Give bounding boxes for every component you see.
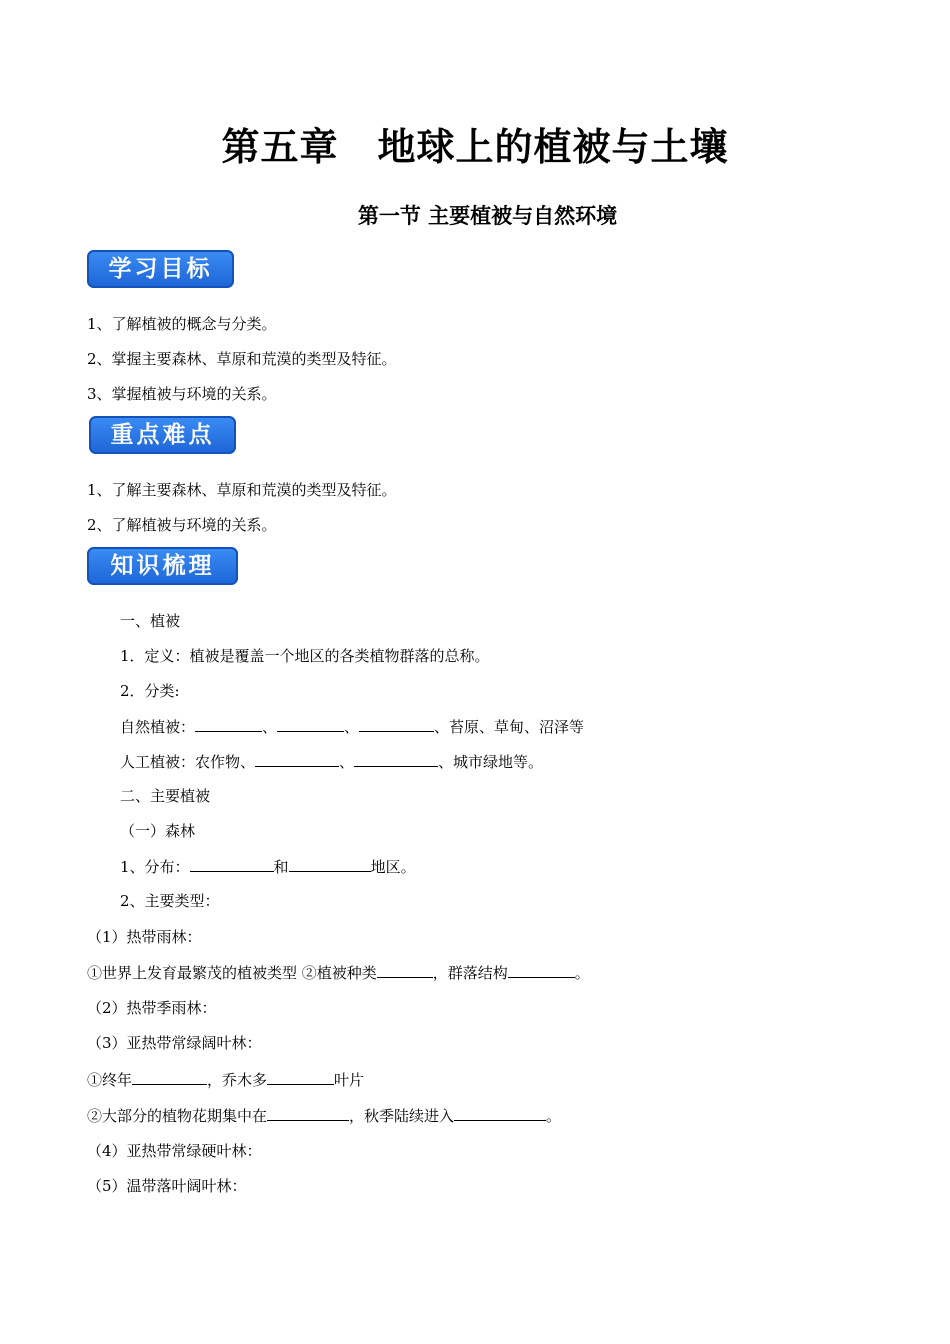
blank[interactable] [195,716,262,732]
classification-line: 2．分类: [120,682,180,700]
knowledge-review-badge: 知识梳理 [87,547,238,585]
main-types-line: 2、主要类型： [120,892,220,910]
key-points-badge: 重点难点 [89,416,236,454]
type-deciduous-broadleaf: （5）温带落叶阔叶林： [87,1177,247,1195]
blank[interactable] [377,962,433,978]
blank[interactable] [354,751,438,767]
blank[interactable] [255,751,339,767]
blank[interactable] [132,1069,207,1085]
natural-vegetation-line: 自然植被： 、 、 、苔原、草甸、沼泽等 [120,718,585,736]
key-point-item-2: 2、了解植被与环境的关系。 [87,516,277,534]
blank[interactable] [454,1105,546,1121]
goal-item-1: 1、了解植被的概念与分类。 [87,315,277,333]
evergreen-desc-line-2: ②大部分的植物花期集中在 ，秋季陆续进入 。 [87,1107,562,1125]
type-monsoon-forest: （2）热带季雨林： [87,999,217,1017]
blank[interactable] [267,1105,349,1121]
artificial-vegetation-line: 人工植被：农作物、 、 、城市绿地等。 [120,753,544,771]
learning-goals-badge: 学习目标 [87,250,234,288]
blank[interactable] [359,716,434,732]
type-sclerophyll: （4）亚热带常绿硬叶林： [87,1142,262,1160]
heading-vegetation: 一、植被 [120,612,181,630]
heading-main-vegetation: 二、主要植被 [120,787,211,805]
goal-item-2: 2、掌握主要森林、草原和荒漠的类型及特征。 [87,350,397,368]
blank[interactable] [289,856,371,872]
blank[interactable] [277,716,344,732]
definition-line: 1．定义：植被是覆盖一个地区的各类植物群落的总称。 [120,647,490,665]
blank[interactable] [267,1069,334,1085]
section-title: 第一节 主要植被与自然环境 [357,204,618,228]
chapter-title: 第五章 地球上的植被与土壤 [221,125,729,169]
type-rainforest: （1）热带雨林： [87,928,202,946]
rainforest-desc-line: ①世界上发育最繁茂的植被类型 ②植被种类 ，群落结构 。 [87,964,590,982]
heading-forest: （一）森林 [120,822,196,840]
evergreen-desc-line-1: ①终年 ，乔木多 叶片 [87,1071,365,1089]
goal-item-3: 3、掌握植被与环境的关系。 [87,385,277,403]
distribution-line: 1、分布： 和 地区。 [120,858,416,876]
blank[interactable] [508,962,575,978]
key-point-item-1: 1、了解主要森林、草原和荒漠的类型及特征。 [87,481,397,499]
blank[interactable] [190,856,274,872]
type-evergreen-broadleaf: （3）亚热带常绿阔叶林： [87,1034,262,1052]
